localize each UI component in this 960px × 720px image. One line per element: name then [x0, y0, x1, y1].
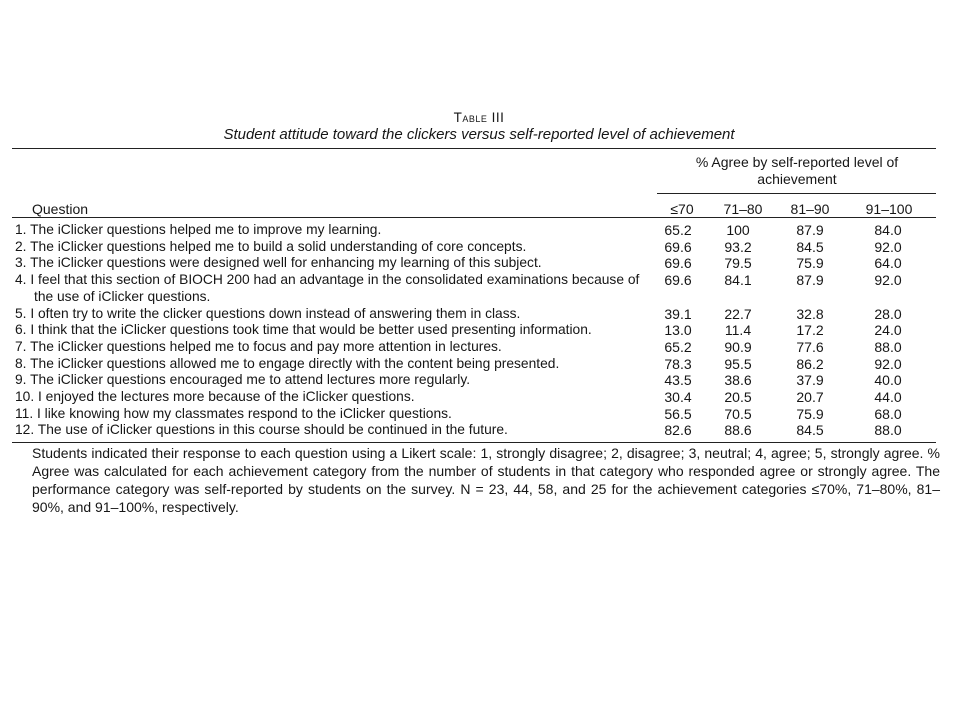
question-text: 4. I feel that this section of BIOCH 200 had an advantage in the consolidated examinations because of the use of iClicker questions.	[15, 272, 640, 304]
value-cell: 75.9	[796, 255, 824, 272]
table-row	[12, 239, 936, 256]
table-row	[12, 356, 936, 373]
value-cell: 78.3	[664, 355, 692, 372]
value-cell: 20.7	[796, 389, 824, 406]
question-text: 6. I think that the iClicker questions took time that would be better used presenting information.	[15, 322, 592, 338]
value-cell: 92.0	[874, 272, 902, 289]
table-row	[12, 272, 936, 305]
column-header-91-100: 91–100	[865, 201, 913, 217]
value-cell: 65.2	[664, 338, 692, 355]
value-cell: 84.5	[796, 238, 824, 255]
value-cell: 68.0	[874, 405, 902, 422]
value-cell: 69.6	[664, 272, 692, 289]
value-cell: 30.4	[664, 389, 692, 406]
table-row	[12, 389, 936, 406]
table-row	[12, 306, 936, 323]
value-cell: 100	[726, 222, 750, 238]
column-header-71-80: 71–80	[723, 201, 763, 217]
value-cell: 93.2	[724, 238, 752, 255]
value-cell: 92.0	[874, 238, 902, 255]
question-text: 1. The iClicker questions helped me to improve my learning.	[15, 222, 382, 237]
value-cell: 75.9	[796, 405, 824, 422]
question-text: 8. The iClicker questions allowed me to engage directly with the content being presented.	[15, 355, 560, 371]
table-row	[12, 255, 936, 272]
value-cell: 43.5	[664, 372, 692, 389]
value-cell: 84.0	[874, 222, 902, 238]
value-cell: 28.0	[874, 305, 902, 322]
value-cell: 40.0	[874, 372, 902, 389]
table-row	[12, 406, 936, 423]
value-cell: 90.9	[724, 338, 752, 355]
question-text: 9. The iClicker questions encouraged me to attend lectures more regularly.	[15, 372, 471, 388]
table-figure	[12, 110, 940, 516]
table-footnote: Students indicated their response to each question using a Likert scale: 1, strongly disagree; 2, disagree; 3, neutral; 4, agree; 5, strongly agree. % Agree was calculated for each achievement category from the number of students in that category who responded agree or strongly agree. The performance category was self-reported by students on the survey. N = 23, 44, 58, and 25 for the achievement categories ≤70%, 71–80%, 81–90%, and 91–100%, respectively.	[32, 445, 940, 515]
question-text: 5. I often try to write the clicker questions down instead of answering them in class.	[15, 305, 521, 321]
table-row	[12, 339, 936, 356]
value-cell: 92.0	[874, 355, 902, 372]
value-cell: 56.5	[664, 405, 692, 422]
value-cell: 38.6	[724, 372, 752, 389]
value-cell: 69.6	[664, 255, 692, 272]
value-cell: 20.5	[724, 389, 752, 406]
value-cell: 65.2	[664, 222, 692, 238]
value-cell: 87.9	[796, 222, 824, 238]
question-text: 11. I like knowing how my classmates respond to the iClicker questions.	[15, 405, 452, 421]
value-cell: 84.5	[796, 422, 824, 439]
question-text: 10. I enjoyed the lectures more because of the iClicker questions.	[15, 389, 415, 405]
value-cell: 95.5	[724, 355, 752, 372]
question-text: 12. The use of iClicker questions in this course should be continued in the future.	[15, 422, 508, 438]
value-cell: 79.5	[724, 255, 752, 272]
value-cell: 84.1	[724, 272, 752, 289]
value-cell: 17.2	[796, 322, 824, 339]
value-cell: 24.0	[874, 322, 902, 339]
value-cell: 22.7	[724, 305, 752, 322]
value-cell: 44.0	[874, 389, 902, 406]
value-cell: 69.6	[664, 238, 692, 255]
value-cell: 87.9	[796, 272, 824, 289]
table-row	[12, 222, 936, 239]
value-cell: 64.0	[874, 255, 902, 272]
table-body	[12, 218, 936, 442]
question-text: 2. The iClicker questions helped me to build a solid understanding of core concepts.	[15, 238, 527, 254]
value-cell: 86.2	[796, 355, 824, 372]
table-row	[12, 322, 936, 339]
column-header-81-90: 81–90	[790, 201, 830, 217]
value-cell: 13.0	[664, 322, 692, 339]
value-cell: 39.1	[664, 305, 692, 322]
value-cell: 88.6	[724, 422, 752, 439]
value-cell: 37.9	[796, 372, 824, 389]
value-cell: 77.6	[796, 338, 824, 355]
value-cell: 88.0	[874, 338, 902, 355]
group-header: % Agree by self-reported level of achievement	[695, 154, 899, 187]
value-cell: 32.8	[796, 305, 824, 322]
value-cell: 88.0	[874, 422, 902, 439]
group-header-rule	[657, 193, 936, 194]
question-text: 3. The iClicker questions were designed well for enhancing my learning of this subject.	[15, 255, 542, 271]
table-label: Table III	[453, 110, 505, 125]
table-header	[12, 149, 936, 217]
table-caption: Student attitude toward the clickers versus self-reported level of achievement	[223, 126, 735, 143]
table-row	[12, 422, 936, 439]
column-header-le70: ≤70	[670, 201, 694, 217]
value-cell: 11.4	[724, 322, 752, 339]
table-row	[12, 372, 936, 389]
value-cell: 82.6	[664, 422, 692, 439]
question-text: 7. The iClicker questions helped me to focus and pay more attention in lectures.	[15, 338, 502, 354]
value-cell: 70.5	[724, 405, 752, 422]
question-column-header: Question	[32, 201, 89, 217]
